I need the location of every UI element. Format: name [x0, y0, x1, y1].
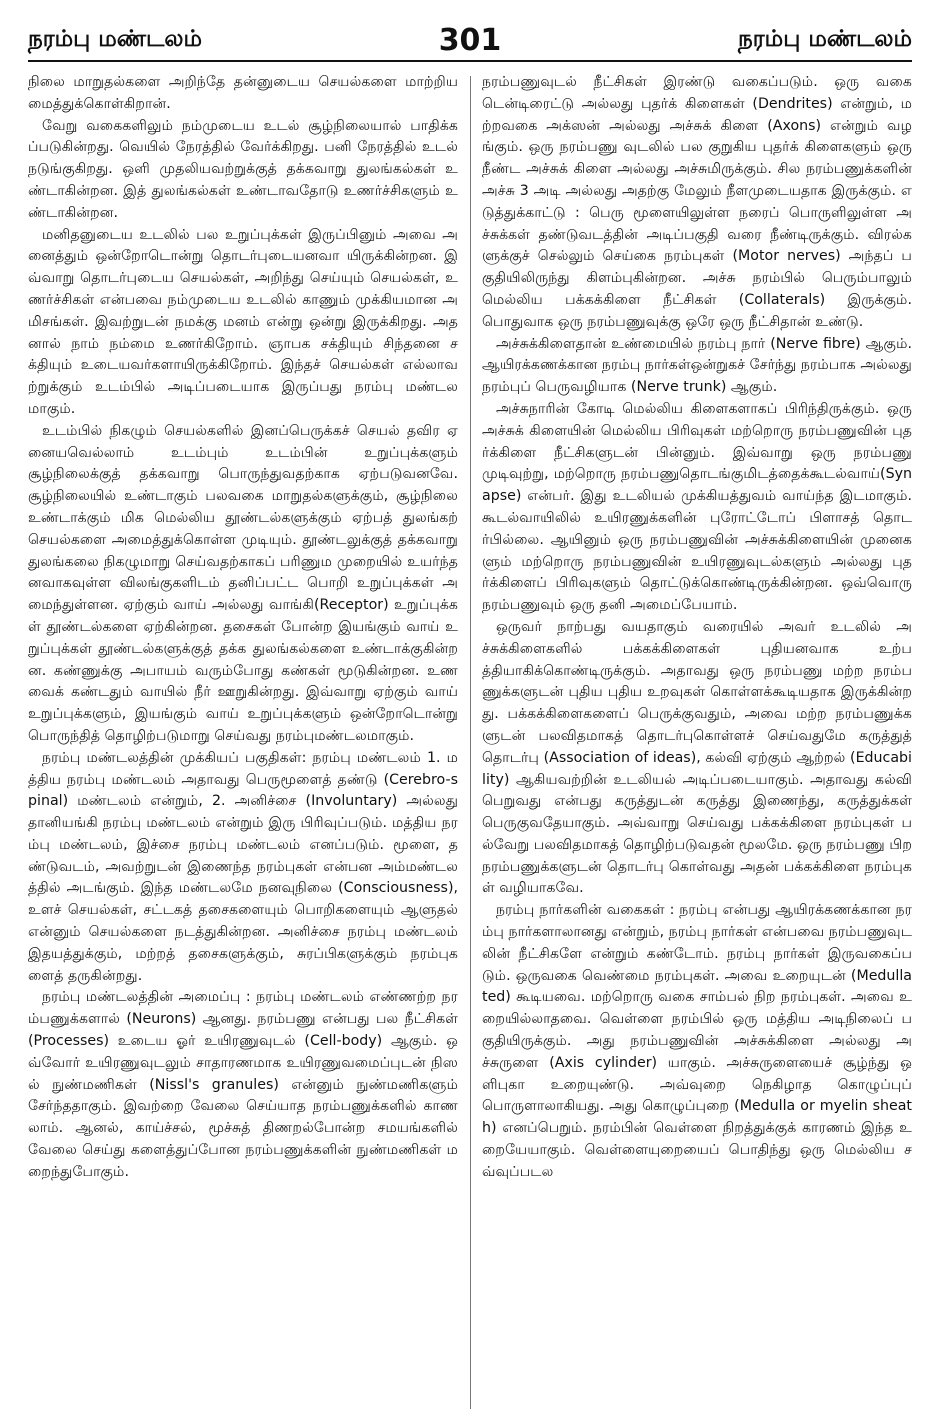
right-column [482, 72, 912, 1413]
column-divider [470, 76, 471, 1409]
paragraph: நரம்பணுவுடல் நீட்சிகள் இரண்டு வகைப்படும். ஒரு வகை டென்டிரைட்டு அல்லது புதர்க் கிளைகள் (Dendrites) என்றும், மற்றவகை அக்ஸன் அல்லது அச்சுக் கிளை (Axons) என்றும் வழங்கும். ஒரு நரம்பணு வுடலில் பல குறுகிய புதர்க் கிளைகளும் ஒரு நீண்ட அச்சுக் கிளை அல்லது அச்சுமிருக்கும். சில நரம்பணுக்களின் அச்சு 3 அடி அல்லது அதற்கு மேலும் நீளமுடையதாக இருக்கும். எடுத்துக்காட்டு : பெரு மூளையிலுள்ள நரைப் பொருளிலுள்ள அச்சுக்கள் தண்டுவடத்தின் அடிப்பகுதி வரை நீண்டிருக்கும். விரல்களுக்குச் செல்லும் செய்கை நரம்புகள் (Motor nerves) அந்தப் பகுதியிலிருந்து கிளம்புகின்றன. அச்சு நரம்பில் பெரும்பாலும் மெல்லிய பக்கக்கிளை நீட்சிகள் (Collaterals) இருக்கும். பொதுவாக ஒரு நரம்பணுவுக்கு ஒரே ஒரு நீட்சிதான் உண்டு. [482, 74, 912, 330]
paragraph: ஒருவர் நாற்பது வயதாகும் வரையில் அவர் உடலில் அச்சுக்கிளைகளில் பக்கக்கிளைகள் புதியனவாக உற்பத்தியாகிக்கொண்டிருக்கும். அதாவது ஒரு நரம்பணு மற்ற நரம்பணுக்களுடன் புதிய புதிய உறவுகள் கொள்ளக்கூடியதாக இருக்கின்றது. பக்கக்கிளைகளைப் பெருக்குவதும், அவை மற்ற நரம்பணுக்களுடன் பலவிதமாகத் தொடர்புகொள்ளச் செய்வதுமே கருத்துத் தொடர்பு (Association of ideas), கல்வி ஏற்கும் ஆற்றல் (Educability) ஆகியவற்றின் உடலியல் அடிப்படையாகும். அதாவது கல்வி பெறுவது என்பது கருத்துடன் கருத்து இணைந்து, கருத்துக்கள் பெருகுவதேயாகும். அவ்வாறு செய்வது பக்கக்கிளை நரம்புகள் பல்வேறு பலவிதமாகத் தொழிற்படுவதன் மூலமே. ஒரு நரம்பணு பிற நரம்பணுக்களுடன் தொடர்பு கொள்வது அதன் பக்கக்கிளை நரம்புகள் வழியாகவே. [482, 618, 912, 897]
paragraph: நரம்பு நார்களின் வகைகள் : நரம்பு என்பது ஆயிரக்கணக்கான நரம்பு நார்களாலானது என்றும், நரம்பு நார்கள் என்பவை நரம்பணுவுடலின் நீட்சிகளே என்றும் கண்டோம். நரம்பு நார்கள் இருவகைப்படும். ஒருவகை வெண்மை நரம்புகள். அவை உறையுடன் (Medullated) கூடியவை. மற்றொரு வகை சாம்பல் நிற நரம்புகள். அவை உறையில்லாதவை. வெள்ளை நரம்பில் ஒரு மத்திய அடிநிலைப் பகுதியிருக்கும். அது நரம்பணுவின் அச்சுக்கிளை அல்லது அச்சுருளை (Axis cylinder) யாகும். அச்சுருளையைச் சூழ்ந்து ஒளிபுகா உறையுண்டு. அவ்வுறை நெகிழாத கொழுப்புப் பொருளாலாகியது. அது கொழுப்புறை (Medulla or myelin sheath) எனப்பெறும். நரம்பின் வெள்ளை நிறத்துக்குக் காரணம் இந்த உறையேயாகும். வெள்ளையுறையைப் பொதிந்து ஒரு மெல்லிய சவ்வுப்படல [482, 902, 912, 1180]
paragraph: வேறு வகைகளிலும் நம்முடைய உடல் சூழ்நிலையால் பாதிக்கப்படுகின்றது. வெயில் நேரத்தில் வேர்க்கிறது. பனி நேரத்தில் உடல் நடுங்குகிறது. ஒளி முதலியவற்றுக்குத் தக்கவாறு துலங்கல்கள் உண்டாகின்றன. இத் துலங்கல்கள் உண்டாவதோடு உணர்ச்சிகளும் உண்டாகின்றன. [28, 117, 458, 221]
running-head [28, 20, 912, 62]
paragraph: உடம்பில் நிகழும் செயல்களில் இனப்பெருக்கச் செயல் தவிர ஏனையவெல்லாம் உடம்பும் உடம்பின் உறுப்புக்களும் சூழ்நிலைக்குத் தக்கவாறு பொருந்துவதற்காக ஏற்படுவனவே. சூழ்நிலையில் உண்டாகும் பலவகை மாறுதல்களுக்கும், சூழ்நிலை உண்டாக்கும் மிக மெல்லிய தூண்டல்களுக்கும் ஏற்பத் துலங்கற் செயல்களை அமைத்துக்கொள்ள முடியும். தூண்டலுக்குத் தக்கவாறு துலங்கலை நிகழுமாறு செய்வதற்காகப் பரிணும முறையில் உயர்ந்தனவாகவுள்ள விலங்குகளிடம் தனிப்பட்ட பொறி உறுப்புக்கள் அமைந்துள்ளன. ஏற்கும் வாய் அல்லது வாங்கி(Receptor) உறுப்புக்கள் தூண்டல்களை ஏற்கின்றன. தசைகள் போன்ற இயங்கும் வாய் உறுப்புக்கள் தூண்டல்களுக்குத் தக்க துலங்கல்களை உண்டாக்குகின்றன. கண்ணுக்கு அபாயம் வரும்போது கண்கள் மூடுகின்றன. உணவைக் கண்டதும் வாயில் நீர் ஊறுகின்றது. இவ்வாறு ஏற்கும் வாய் உறுப்புக்களும், இயங்கும் வாய் உறுப்புக்களும் ஒன்றோடொன்று பொருந்தித் தொழிற்படுமாறு செய்வது நரம்புமண்டலமாகும். [28, 422, 458, 744]
paragraph: நரம்பு மண்டலத்தின் அமைப்பு : நரம்பு மண்டலம் எண்ணற்ற நரம்பணுக்களால் (Neurons) ஆனது. நரம்பணு என்பது பல நீட்சிகள் (Processes) உடைய ஓர் உயிரணுவுடல் (Cell-body) ஆகும். ஒவ்வோர் உயிரணுவுடலும் சாதாரணமாக உயிரணுவமைப்புடன் நிஸல் நுண்மணிகள் (Nissl's granules) என்னும் நுண்மணிகளும் சேர்ந்ததாகும். இவற்றை வேலை செய்யாத நரம்பணுக்களில் காணலாம். ஆனல், காய்ச்சல், மூச்சுத் திணறல்போன்ற சமயங்களில் வேலை செய்து களைத்துப்போன நரம்பணுக்களின் நுண்மணிகள் மறைந்துபோகும். [28, 989, 458, 1180]
paragraph: மனிதனுடைய உடலில் பல உறுப்புக்கள் இருப்பினும் அவை அனைத்தும் ஒன்றோடொன்று தொடர்புடையனவா யிருக்கின்றன. இவ்வாறு தொடர்புடைய செயல்கள், அறிந்து செய்யும் செயல்கள், உணர்ச்சிகள் என்பவை நம்முடைய உடலில் காணும் முக்கியமான அமிசங்கள். இவற்றுடன் நமக்கு மனம் என்று ஒன்று இருக்கிறது. அதனால் நாம் நம்மை உணர்கிறோம். ஞாபக சக்தியும் சிந்தனை சக்தியும் உடையவர்களாயிருக்கிறோம். இந்தச் செயல்கள் எல்லாவற்றுக்கும் உடம்பில் அடிப்படையாக இருப்பது நரம்பு மண்டலமாகும். [28, 226, 458, 417]
page-number: 301 [438, 22, 502, 58]
left-column [28, 72, 458, 1413]
running-head-right: நரம்பு மண்டலம் [738, 25, 912, 52]
paragraph: நிலை மாறுதல்களை அறிந்தே தன்னுடைய செயல்களை மாற்றியமைத்துக்கொள்கிறான். [28, 74, 458, 112]
paragraph: அச்சுக்கிளைதான் உண்மையில் நரம்பு நார் (Nerve fibre) ஆகும். ஆயிரக்கணக்கான நரம்பு நார்கள்ஒன்றுகச் சேர்ந்து நரம்பாக அல்லது நரம்புப் பெருவழியாக (Nerve trunk) ஆகும். [482, 335, 912, 396]
running-head-left: நரம்பு மண்டலம் [28, 25, 202, 52]
text-columns [28, 72, 912, 1413]
paragraph: அச்சுநாரின் கோடி மெல்லிய கிளைகளாகப் பிரிந்திருக்கும். ஒரு அச்சுக் கிளையின் மெல்லிய பிரிவுகள் மற்றொரு நரம்பணுவின் புதர்க்கிளை நீட்சிகளுடன் பின்னும். இவ்வாறு ஒரு நரம்பணு முடிவுற்று, மற்றொரு நரம்பணுதொடங்குமிடத்தைக்கூடல்வாய்(Synapse) என்பர். இது உடலியல் முக்கியத்துவம் வாய்ந்த இடமாகும். கூடல்வாயிலில் உயிரணுக்களின் புரோட்டோப் பிளாசத் தொடர்பில்லை. ஆயினும் ஒரு நரம்பணுவின் அச்சுக்கிளையின் முனைகளும் மற்றொரு நரம்பணுவின் உயிரணுவுடல்களும் அல்லது புதர்க்கிளைப் பிரிவுகளும் தொட்டுக்கொண்டிருக்கின்றன. ஒவ்வொரு நரம்பணுவும் ஒரு தனி அமைப்பேயாம். [482, 400, 912, 614]
paragraph: நரம்பு மண்டலத்தின் முக்கியப் பகுதிகள்: நரம்பு மண்டலம் 1. மத்திய நரம்பு மண்டலம் அதாவது பெருமூளைத் தண்டு (Cerebro-spinal) மண்டலம் என்றும், 2. அனிச்சை (Involuntary) அல்லது தானியங்கி நரம்பு மண்டலம் என்றும் இரு பிரிவுப்படும். மத்திய நரம்பு மண்டலம், இச்சை நரம்பு மண்டலம் எனப்படும். மூளை, தண்டுவடம், அவற்றுடன் இணைந்த நரம்புகள் என்பன அம்மண்டலத்தில் அடங்கும். இந்த மண்டலமே நனவுநிலை (Consciousness), உளச் செயல்கள், சட்டகத் தசைகளையும் பொறிகளையும் ஆளுதல் என்னும் செயல்களை நடத்துகின்றன. அனிச்சை நரம்பு மண்டலம் இதயத்துக்கும், மற்றத் தசைகளுக்கும், சுரப்பிகளுக்கும் நரம்புகளைத் தருகின்றது. [28, 749, 458, 984]
